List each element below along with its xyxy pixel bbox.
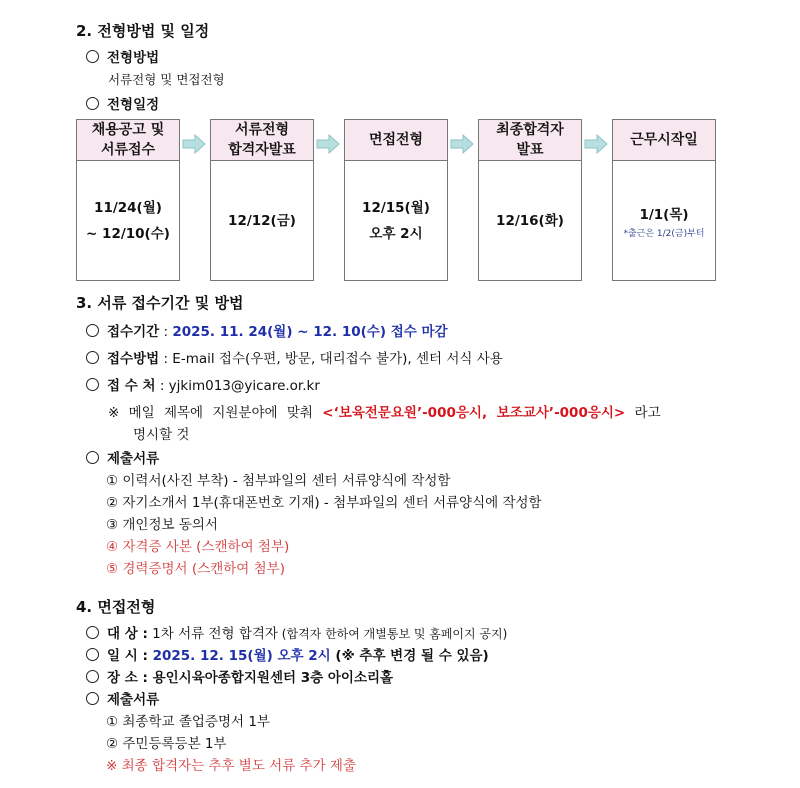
step-title-line: 면접전형 [368,132,424,148]
schedule-step [344,119,448,281]
section-2-title: 2. 전형방법 및 일정 [76,22,210,40]
schedule-heading [86,93,159,113]
address-row [86,374,320,394]
date-value: 2025. 12. 15(월) 오후 2시 [147,648,331,664]
method-heading [86,46,159,66]
final-note: ※ 최종 합격자는 추후 별도 서류 추가 제출 [106,758,357,774]
step-date-line: 12/15(월) [362,199,430,216]
circle-bullet-icon [86,626,99,639]
circle-bullet-icon [86,692,99,705]
step-date [479,161,581,280]
method-row [86,347,503,367]
step-note: *출근은 1/2(금)부터 [623,228,705,239]
step-title [345,120,447,161]
arrow-right-icon [316,132,340,156]
note-line2: 명시할 것 [133,427,190,443]
period-value: 2025. 11. 24(월) ~ 12. 10(수) 접수 마감 [172,324,448,340]
step-title-line: 최종합격자 [496,122,564,138]
docs-heading [86,447,159,467]
note-prefix: ※ 메일 제목에 지원분야에 맞춰 [108,405,323,421]
step-date [345,161,447,280]
period-row [86,320,448,340]
doc-item: ② 주민등록등본 1부 [106,736,227,752]
circle-bullet-icon [86,351,99,364]
step-title-line: 서류전형 [234,122,290,138]
circle-bullet-icon [86,378,99,391]
step-date [613,161,715,280]
step-date-line: 오후 2시 [369,225,423,242]
target-value: 1차 서류 전형 합격자 [147,626,278,642]
date-row [86,644,489,664]
step-date-line: 11/24(월) [94,199,162,216]
target-note: (합격자 한하여 개별통보 및 홈페이지 공지) [277,627,508,641]
schedule-step [210,119,314,281]
doc-item: ③ 개인정보 동의서 [106,517,218,533]
step-date-line: 12/12(금) [228,212,296,229]
step-title [479,120,581,161]
note-suffix: 라고 [625,405,661,421]
method-text: 서류전형 및 면접전형 [108,72,225,87]
address-label: 접 수 처 [107,378,156,394]
doc-item: ② 자기소개서 1부(휴대폰번호 기재) - 첨부파일의 센터 서류양식에 작성함 [106,495,542,511]
note-subject-format: <‘보육전문요원’-000응시, 보조교사’-000응시> [322,405,626,421]
method-label: 전형방법 [107,50,160,66]
step-date-line: 1/1(목) [639,206,689,223]
circle-bullet-icon [86,97,99,110]
circle-bullet-icon [86,451,99,464]
target-label: 대 상 : [107,626,148,642]
submission-method-value: : E-mail 접수(우편, 방문, 대리접수 불가), 센터 서식 사용 [159,351,503,367]
date-label: 일 시 : [107,648,148,664]
section-4-title: 4. 면접전형 [76,598,156,616]
place-value: 용인시육아종합지원센터 3층 아이소리홀 [147,670,394,686]
doc-item: ① 최종학교 졸업증명서 1부 [106,714,270,730]
step-date [211,161,313,280]
section-3-title: 3. 서류 접수기간 및 방법 [76,294,244,312]
step-title-line: 채용공고 및 [91,122,165,138]
schedule-label: 전형일정 [107,97,160,113]
arrow-right-icon [584,132,608,156]
circle-bullet-icon [86,670,99,683]
circle-bullet-icon [86,50,99,63]
docs-label: 제출서류 [107,451,160,467]
step-title [211,120,313,161]
schedule-step [612,119,716,281]
mail-subject-note [108,401,661,421]
doc-item: ④ 자격증 사본 (스캔하여 첨부) [106,539,290,555]
step-date-line: 12/16(화) [496,212,564,229]
circle-bullet-icon [86,324,99,337]
step-title-line: 발표 [516,142,544,158]
circle-bullet-icon [86,648,99,661]
schedule-step [478,119,582,281]
step-title-line: 합격자발표 [228,142,296,158]
arrow-right-icon [450,132,474,156]
step-title-line: 서류접수 [100,142,156,158]
schedule-step [76,119,180,281]
doc-item: ① 이력서(사진 부착) - 첨부파일의 센터 서류양식에 작성함 [106,473,451,489]
step-title-line: 근무시작일 [630,132,698,148]
doc-item: ⑤ 경력증명서 (스캔하여 첨부) [106,561,285,577]
place-label: 장 소 : [107,670,148,686]
period-label: 접수기간 [107,324,160,340]
interview-docs-heading [86,688,159,708]
submission-method-label: 접수방법 [107,351,160,367]
target-row [86,622,507,642]
step-title [77,120,179,161]
separator: : [159,324,173,340]
date-note: (※ 추후 변경 될 수 있음) [330,648,489,664]
email-address: : yjkim013@yicare.or.kr [155,378,320,394]
step-date [77,161,179,280]
arrow-right-icon [182,132,206,156]
place-row [86,666,393,686]
step-date-line: ~ 12/10(수) [86,225,170,242]
step-title [613,120,715,161]
docs-label: 제출서류 [107,692,160,708]
